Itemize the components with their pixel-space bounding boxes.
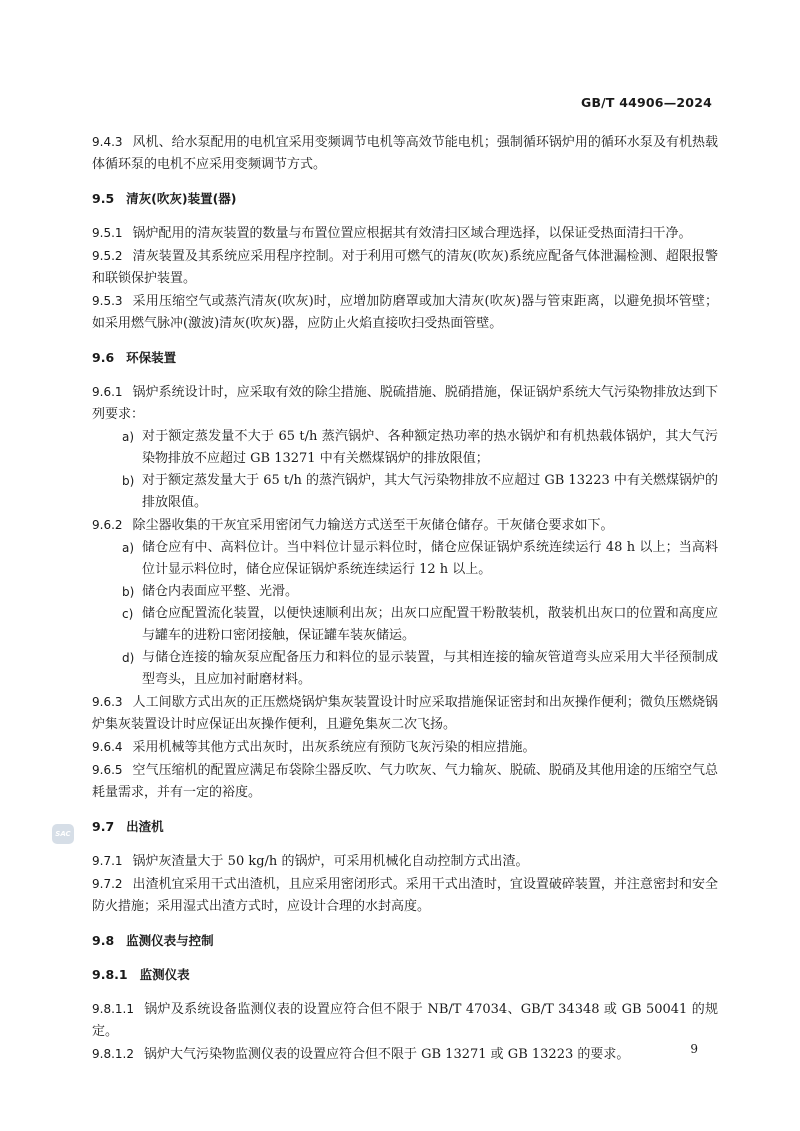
section-number: 9.6 — [92, 350, 115, 365]
clause-text: 风机、给水泵配用的电机宜采用变频调节电机等高效节能电机；强制循环锅炉用的循环水泵及有机热载体循环泵的电机不应采用变频调节方式。 — [92, 135, 718, 172]
clause-number: 9.5.1 — [92, 226, 123, 240]
clause-text: 除尘器收集的干灰宜采用密闭气力输送方式送至干灰储仓储存。干灰储仓要求如下。 — [132, 518, 614, 533]
list-item — [92, 603, 718, 647]
clause-9-5-2 — [92, 245, 718, 290]
list-item — [92, 647, 718, 691]
clause-text: 采用压缩空气或蒸汽清灰(吹灰)时，应增加防磨罩或加大清灰(吹灰)器与管束距离，以避免损坏管壁；如采用燃气脉冲(激波)清灰(吹灰)器，应防止火焰直接吹扫受热面管壁。 — [92, 294, 718, 331]
clause-number: 9.6.1 — [92, 385, 123, 399]
clause-9-6-3 — [92, 691, 718, 736]
page-number: 9 — [690, 1042, 698, 1056]
section-number: 9.5 — [92, 191, 115, 206]
list-item — [92, 470, 718, 514]
clause-text: 出渣机宜采用干式出渣机，且应采用密闭形式。采用干式出渣时，宜设置破碎装置，并注意密封和安全防火措施；采用湿式出渣方式时，应设计合理的水封高度。 — [92, 877, 718, 914]
clause-9-5-3 — [92, 290, 718, 335]
list-marker: b) — [122, 474, 135, 488]
clause-text: 空气压缩机的配置应满足布袋除尘器反吹、气力吹灰、气力输灰、脱硫、脱硝及其他用途的压缩空气总耗量需求，并有一定的裕度。 — [92, 763, 718, 800]
section-number: 9.8.1 — [92, 967, 128, 982]
clause-number: 9.5.3 — [92, 294, 123, 308]
clause-9-8-1-1 — [92, 998, 718, 1043]
list-item-text: 储仓应有中、高料位计。当中料位计显示料位时，储仓应保证锅炉系统连续运行 48 h 以上；当高料位计显示料位时，储仓应保证锅炉系统连续运行 12 h 以上。 — [142, 540, 718, 577]
section-heading-9-5 — [92, 188, 718, 210]
clause-9-4-3 — [92, 131, 718, 176]
clause-text: 锅炉系统设计时，应采取有效的除尘措施、脱硫措施、脱硝措施，保证锅炉系统大气污染物排放达到下列要求： — [92, 385, 718, 422]
standard-number: GB/T 44906—2024 — [580, 95, 712, 110]
list-item-text: 对于额定蒸发量不大于 65 t/h 蒸汽锅炉、各种额定热功率的热水锅炉和有机热载体锅炉，其大气污染物排放不应超过 GB 13271 中有关燃煤锅炉的排放限值； — [142, 429, 718, 466]
clause-number: 9.5.2 — [92, 249, 123, 263]
clause-9-6-2 — [92, 514, 718, 537]
clause-number: 9.7.1 — [92, 854, 123, 868]
clause-9-7-1 — [92, 850, 718, 873]
clause-number: 9.6.3 — [92, 695, 123, 709]
section-title: 清灰(吹灰)装置(器) — [126, 191, 237, 206]
sac-logo-text: SAC — [55, 830, 71, 838]
list-item-text: 储仓应配置流化装置，以便快速顺利出灰；出灰口应配置干粉散装机，散装机出灰口的位置和高度应与罐车的进粉口密闭接触，保证罐车装灰储运。 — [142, 606, 718, 643]
section-title: 监测仪表 — [139, 967, 190, 982]
list-item — [92, 426, 718, 470]
section-number: 9.8 — [92, 933, 115, 948]
clause-number: 9.7.2 — [92, 877, 123, 891]
list-marker: b) — [122, 585, 135, 599]
clause-number: 9.6.4 — [92, 740, 123, 754]
clause-9-6-5 — [92, 759, 718, 804]
clause-text: 人工间歇方式出灰的正压燃烧锅炉集灰装置设计时应采取措施保证密封和出灰操作便利；微负压燃烧锅炉集灰装置设计时应保证出灰操作便利，且避免集灰二次飞扬。 — [92, 695, 718, 732]
list-item — [92, 537, 718, 581]
list-item-text: 与储仓连接的输灰泵应配备压力和料位的显示装置，与其相连接的输灰管道弯头应采用大半径预制成型弯头，且应加衬耐磨材料。 — [142, 650, 718, 687]
clause-9-5-1 — [92, 222, 718, 245]
content — [92, 131, 718, 1066]
clause-number: 9.8.1.1 — [92, 1002, 134, 1016]
clause-9-8-1-2 — [92, 1043, 718, 1066]
section-title: 出渣机 — [126, 819, 164, 834]
section-title: 环保装置 — [126, 350, 177, 365]
list-marker: a) — [122, 430, 135, 444]
clause-number: 9.6.2 — [92, 518, 123, 532]
clause-text: 采用机械等其他方式出灰时，出灰系统应有预防飞灰污染的相应措施。 — [132, 740, 536, 755]
clause-9-6-1 — [92, 381, 718, 426]
clause-number: 9.4.3 — [92, 135, 123, 149]
clause-9-6-4 — [92, 736, 718, 759]
clause-text: 锅炉配用的清灰装置的数量与布置位置应根据其有效清扫区域合理选择，以保证受热面清扫干净。 — [132, 226, 692, 241]
list-marker: a) — [122, 541, 135, 555]
clause-number: 9.6.5 — [92, 763, 123, 777]
sac-logo-icon — [52, 824, 74, 844]
clause-text: 锅炉灰渣量大于 50 kg/h 的锅炉，可采用机械化自动控制方式出渣。 — [132, 854, 529, 869]
list-item — [92, 581, 718, 603]
section-heading-9-8 — [92, 930, 718, 952]
list-marker: c) — [122, 607, 134, 621]
list-item-text: 对于额定蒸发量大于 65 t/h 的蒸汽锅炉，其大气污染物排放不应超过 GB 13223 中有关燃煤锅炉的排放限值。 — [142, 473, 718, 510]
clause-text: 锅炉及系统设备监测仪表的设置应符合但不限于 NB/T 47034、GB/T 34348 或 GB 50041 的规定。 — [92, 1002, 718, 1039]
section-heading-9-7 — [92, 816, 718, 838]
section-number: 9.7 — [92, 819, 115, 834]
clause-9-7-2 — [92, 873, 718, 918]
clause-number: 9.8.1.2 — [92, 1047, 134, 1061]
section-heading-9-8-1 — [92, 964, 718, 986]
list-marker: d) — [122, 651, 135, 665]
section-heading-9-6 — [92, 347, 718, 369]
clause-text: 锅炉大气污染物监测仪表的设置应符合但不限于 GB 13271 或 GB 13223 的要求。 — [143, 1047, 630, 1062]
list-item-text: 储仓内表面应平整、光滑。 — [142, 584, 299, 599]
clause-text: 清灰装置及其系统应采用程序控制。对于利用可燃气的清灰(吹灰)系统应配备气体泄漏检测、超限报警和联锁保护装置。 — [92, 249, 718, 286]
section-title: 监测仪表与控制 — [126, 933, 214, 948]
